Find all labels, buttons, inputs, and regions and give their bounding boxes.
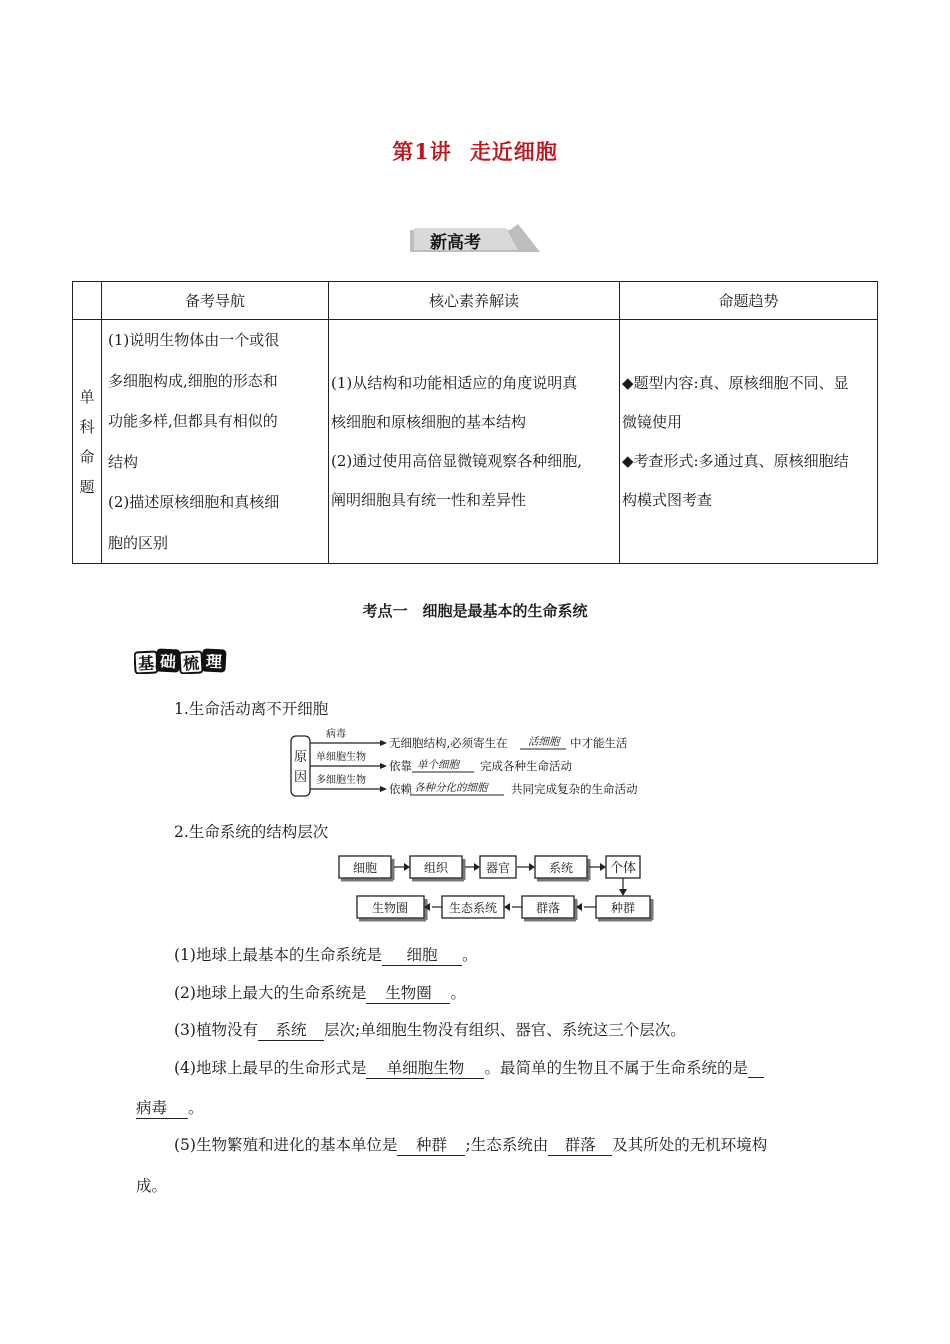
svg-text:各种分化的细胞: 各种分化的细胞 <box>414 782 488 794</box>
question-5: (5)生物繁殖和进化的基本单位是 种群 ;生态系统由 群落 及其所处的无机环境构 <box>174 1133 767 1156</box>
question-4: (4)地球上最早的生命形式是 单细胞生物 。最简单的生物且不属于生命系统的是 <box>174 1056 764 1079</box>
page-title <box>0 136 950 166</box>
svg-text:理: 理 <box>205 651 223 672</box>
svg-text:多细胞生物: 多细胞生物 <box>316 775 366 786</box>
answer-blank: 生物圈 <box>366 981 450 1004</box>
answer-blank: 系统 <box>258 1018 324 1041</box>
svg-text:生物圈: 生物圈 <box>371 901 409 915</box>
question-4-cont: 病毒 。 <box>136 1096 204 1119</box>
svg-text:础: 础 <box>159 651 177 672</box>
svg-text:梳: 梳 <box>182 653 200 674</box>
side-label: 单 科 命 题 <box>73 320 102 564</box>
svg-text:单个细胞: 单个细胞 <box>417 759 459 771</box>
svg-text:种群: 种群 <box>610 901 636 915</box>
question-5-cont: 成。 <box>136 1177 168 1195</box>
svg-text:基: 基 <box>137 653 155 674</box>
svg-text:因: 因 <box>294 770 308 785</box>
answer-blank: 病毒 <box>136 1096 188 1119</box>
svg-text:中才能生活: 中才能生活 <box>570 736 628 750</box>
section-title: 考点一 细胞是最基本的生命系统 <box>362 602 588 620</box>
svg-text:无细胞结构,必须寄生在: 无细胞结构,必须寄生在 <box>389 736 508 750</box>
header-exam-trend: 命题趋势 <box>620 282 878 320</box>
svg-text:群落: 群落 <box>535 901 561 915</box>
exam-trend-content: ◆题型内容:真、原核细胞不同、显 微镜使用 ◆考查形式:多通过真、原核细胞结 构模式图考查 <box>620 320 878 564</box>
svg-text:生态系统: 生态系统 <box>448 901 498 915</box>
lesson-name: 走近细胞 <box>469 139 558 164</box>
svg-text:组织: 组织 <box>423 861 449 875</box>
svg-text:单细胞生物: 单细胞生物 <box>316 752 366 763</box>
answer-blank-start <box>748 1059 764 1078</box>
svg-text:器官: 器官 <box>485 861 511 875</box>
core-literacy-content: (1)从结构和功能相适应的角度说明真 核细胞和原核细胞的基本结构 (2)通过使用高倍显微镜观察各种细胞, 阐明细胞具有统一性和差异性 <box>329 320 620 564</box>
banner-label: 新高考 <box>430 233 481 253</box>
svg-text:完成各种生命活动: 完成各种生命活动 <box>480 759 572 773</box>
exam-guide-table <box>72 281 878 564</box>
answer-blank: 群落 <box>548 1133 612 1156</box>
svg-text:依靠: 依靠 <box>389 759 412 773</box>
question-3: (3)植物没有 系统 层次;单细胞生物没有组织、器官、系统这三个层次。 <box>174 1018 686 1041</box>
svg-text:原: 原 <box>294 750 308 765</box>
question-2: (2)地球上最大的生命系统是 生物圈 。 <box>174 981 466 1004</box>
lesson-number: 第1讲 <box>392 139 452 164</box>
answer-blank: 细胞 <box>382 943 462 966</box>
cell-life-diagram <box>290 728 660 800</box>
header-prep-guide: 备考导航 <box>102 282 329 320</box>
prep-guide-content: (1)说明生物体由一个或很 多细胞构成,细胞的形态和 功能多样,但都具有相似的 结构 (2)描述原核细胞和真核细 胞的区别 <box>102 320 329 564</box>
svg-text:依赖: 依赖 <box>389 782 412 796</box>
svg-text:细胞: 细胞 <box>352 861 378 875</box>
corner-cell <box>73 282 102 320</box>
svg-text:病毒: 病毒 <box>326 729 346 740</box>
question-1: (1)地球上最基本的生命系统是 细胞 。 <box>174 943 477 966</box>
svg-text:系统: 系统 <box>548 861 574 875</box>
svg-text:个体: 个体 <box>609 861 637 876</box>
answer-blank: 种群 <box>397 1133 465 1156</box>
svg-text:活细胞: 活细胞 <box>528 736 560 748</box>
basic-review-tag <box>134 648 228 674</box>
answer-blank: 单细胞生物 <box>366 1056 484 1079</box>
life-system-hierarchy-diagram <box>334 852 654 924</box>
item1-heading: 1.生命活动离不开细胞 <box>174 700 329 718</box>
item2-heading: 2.生命系统的结构层次 <box>174 823 329 841</box>
header-core-literacy: 核心素养解读 <box>329 282 620 320</box>
svg-text:共同完成复杂的生命活动: 共同完成复杂的生命活动 <box>511 782 638 796</box>
